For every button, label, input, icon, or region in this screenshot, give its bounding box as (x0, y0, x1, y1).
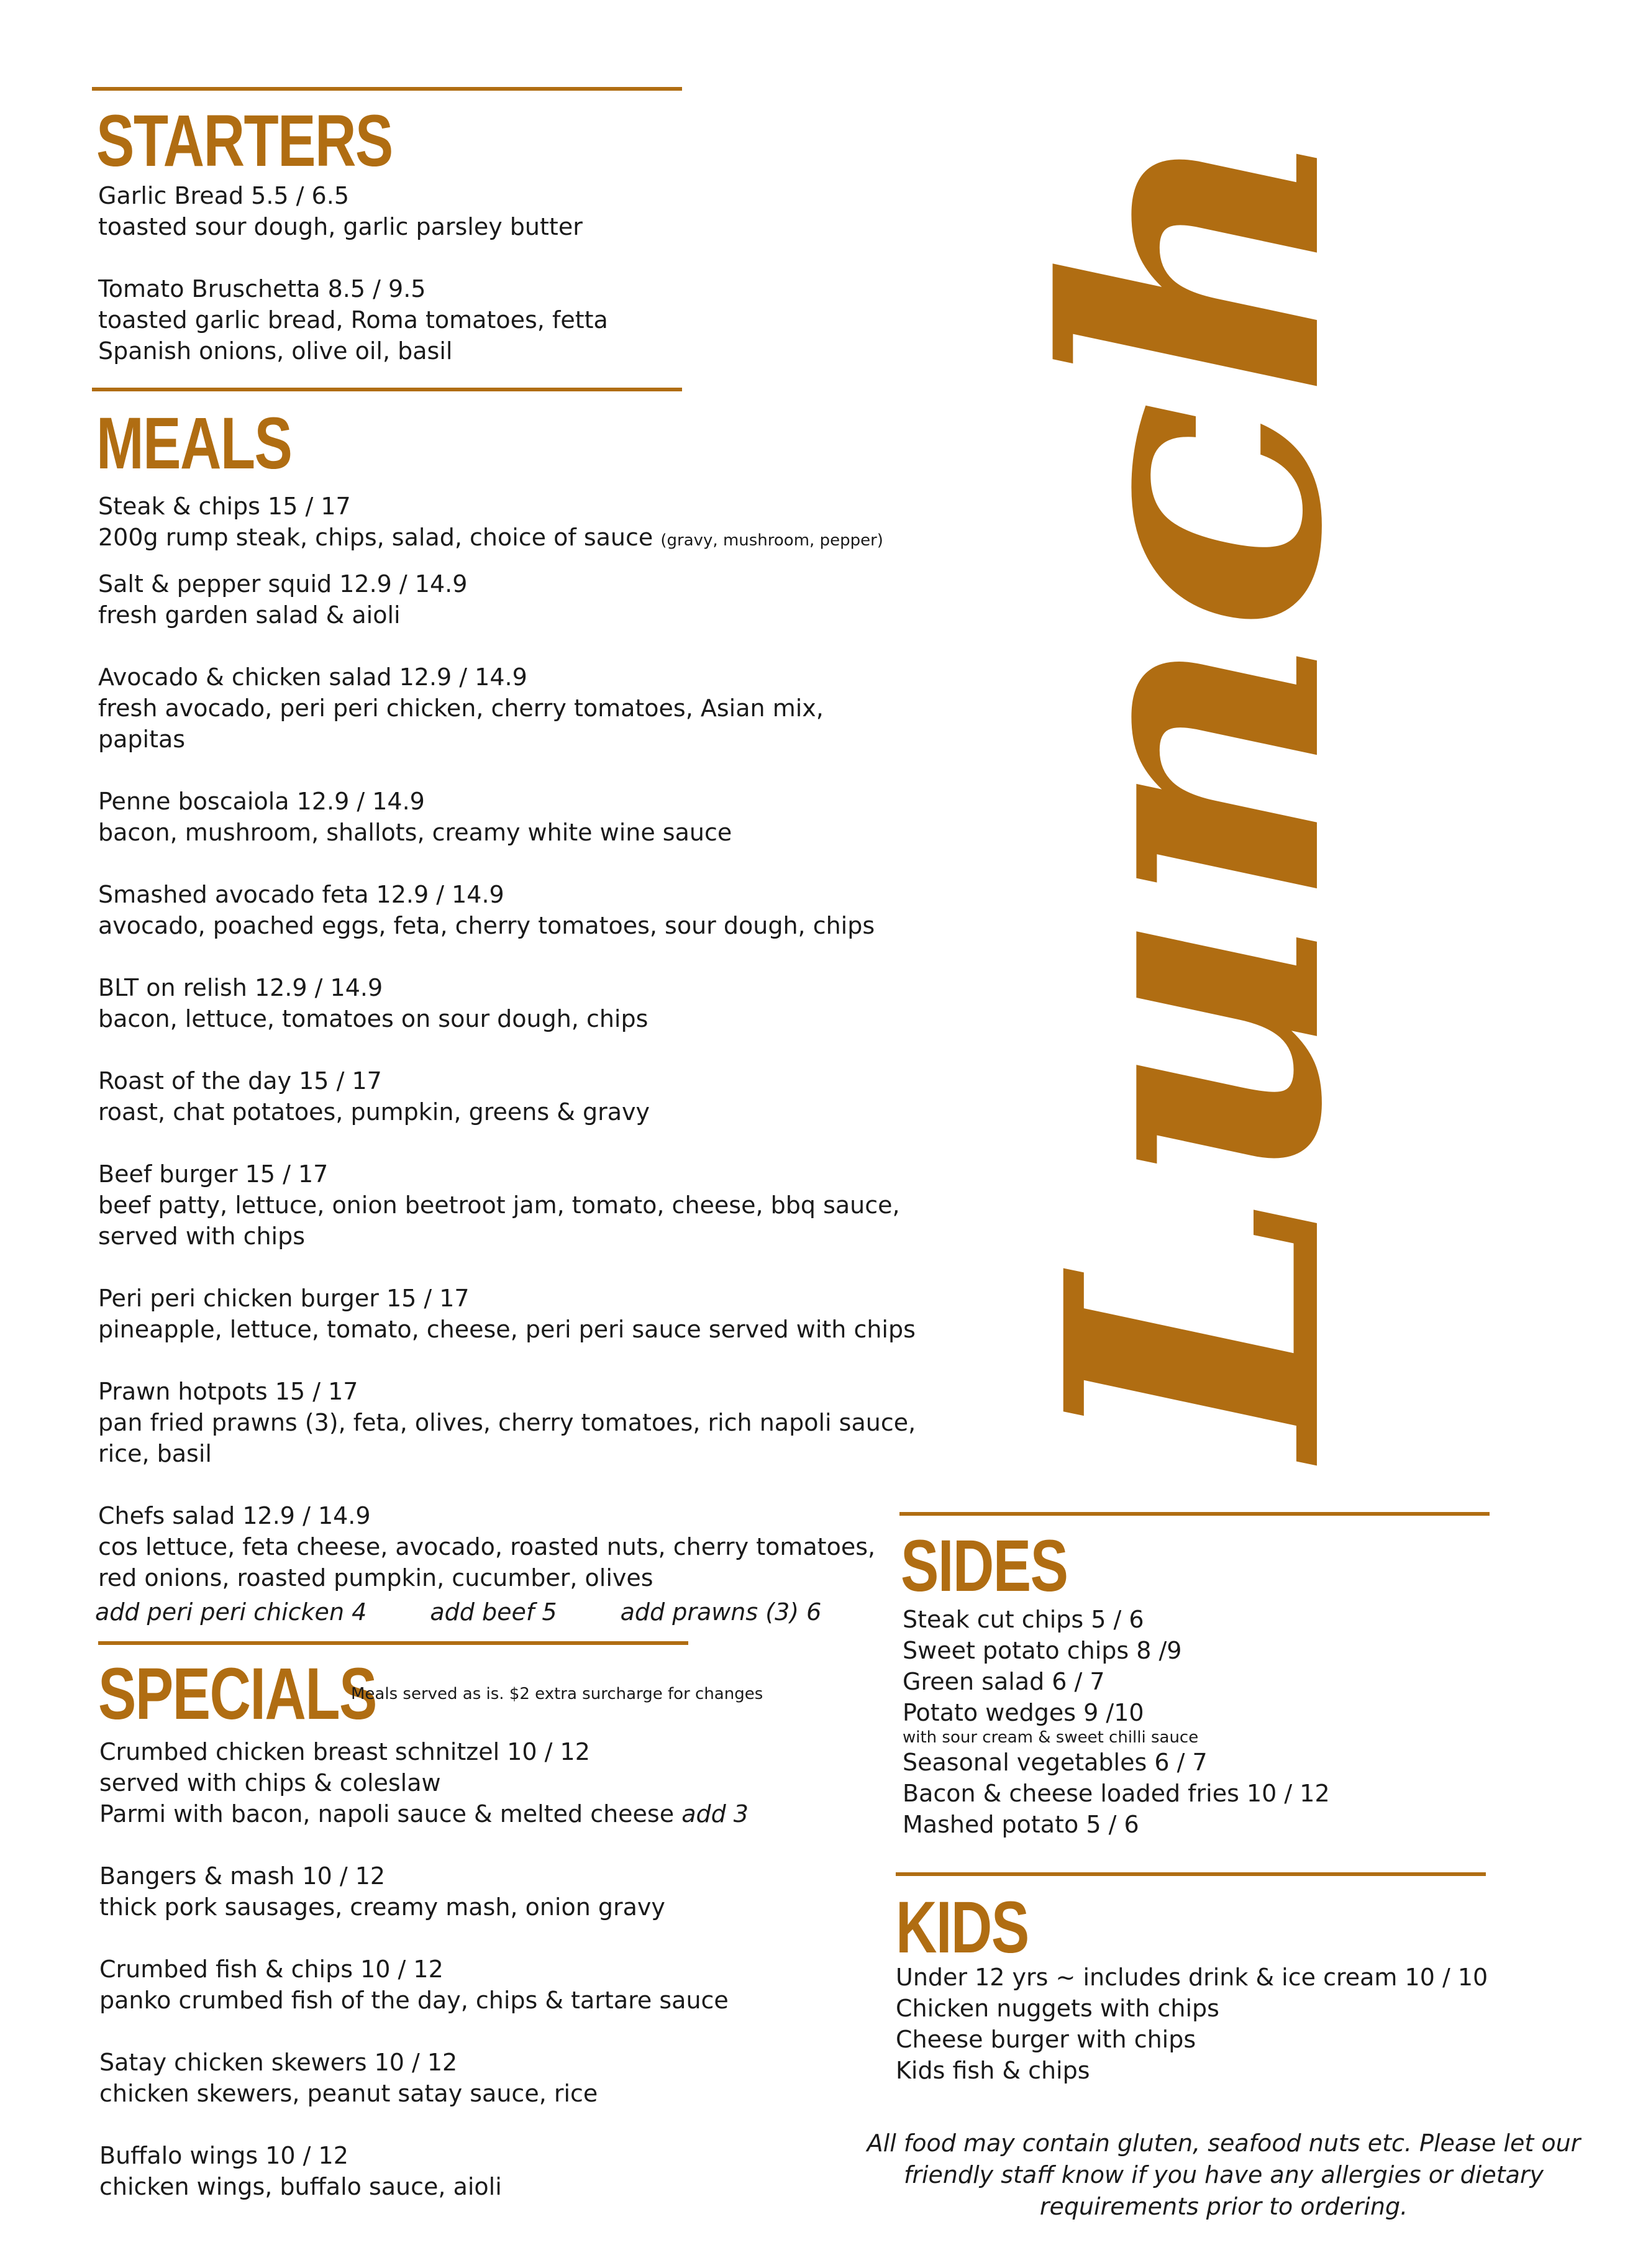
list-item: Sweet potato chips 8 /9 (903, 1637, 1182, 1664)
item-name: Salt & pepper squid 12.9 / 14.9 (98, 570, 468, 598)
specials-note: Meals served as is. $2 extra surcharge for changes (351, 1685, 763, 1703)
item-name: Peri peri chicken burger 15 / 17 (98, 1285, 470, 1312)
item-name: Chefs salad 12.9 / 14.9 (98, 1502, 371, 1529)
item-desc: papitas (98, 726, 186, 753)
list-item (98, 1376, 916, 1469)
item-desc: Spanish onions, olive oil, basil (98, 337, 453, 365)
item-desc: bacon, mushroom, shallots, creamy white wine sauce (98, 819, 732, 846)
sides-rule (899, 1512, 1490, 1516)
list-item (98, 568, 916, 631)
item-desc: served with chips & coleslaw (99, 1769, 441, 1797)
list-item (99, 2047, 749, 2109)
item-desc: pan fried prawns (3), feta, olives, cherry tomatoes, rich napoli sauce, (98, 1409, 916, 1436)
meals-addons (95, 1596, 877, 1628)
item-name: Steak & chips 15 / 17 (98, 493, 351, 520)
starters-heading: STARTERS (96, 100, 393, 182)
list-item: Mashed potato 5 / 6 (903, 1811, 1139, 1838)
addon-beef: add beef 5 (430, 1598, 557, 1626)
item-name: Prawn hotpots 15 / 17 (98, 1378, 358, 1405)
list-item (98, 1065, 916, 1127)
kids-list (896, 1962, 1488, 2086)
meals-heading: MEALS (96, 403, 292, 485)
item-desc: thick pork sausages, creamy mash, onion gravy (99, 1893, 665, 1921)
item-desc: fresh avocado, peri peri chicken, cherry tomatoes, Asian mix, (98, 695, 824, 722)
list-item (98, 273, 608, 367)
list-item (98, 662, 916, 755)
item-note: with sour cream & sweet chilli sauce (903, 1728, 1199, 1747)
item-name: Crumbed fish & chips 10 / 12 (99, 1956, 444, 1983)
addon-chicken: add peri peri chicken 4 (95, 1598, 367, 1626)
addon-prawns: add prawns (3) 6 (620, 1598, 822, 1626)
item-name: Bangers & mash 10 / 12 (99, 1862, 386, 1890)
list-item (98, 972, 916, 1034)
list-item (98, 1500, 916, 1593)
item-desc: avocado, poached eggs, feta, cherry tomatoes, sour dough, chips (98, 912, 875, 939)
item-desc: toasted garlic bread, Roma tomatoes, fetta (98, 306, 608, 334)
item-name: Tomato Bruschetta 8.5 / 9.5 (98, 275, 426, 303)
list-item (98, 1159, 916, 1252)
item-desc: pineapple, lettuce, tomato, cheese, peri peri sauce served with chips (98, 1316, 916, 1343)
list-item: Bacon & cheese loaded fries 10 / 12 (903, 1780, 1330, 1807)
list-item: Chicken nuggets with chips (896, 1995, 1219, 2022)
item-note: (gravy, mushroom, pepper) (660, 531, 883, 550)
item-desc: chicken skewers, peanut satay sauce, rice (99, 2080, 598, 2107)
item-desc: chicken wings, buffalo sauce, aioli (99, 2173, 502, 2200)
list-item: Kids fish & chips (896, 2057, 1090, 2084)
item-desc (99, 1798, 749, 1829)
lunch-script-text: Lunch (991, 241, 1400, 1457)
item-name: Garlic Bread 5.5 / 6.5 (98, 182, 349, 209)
list-item: Seasonal vegetables 6 / 7 (903, 1749, 1208, 1776)
disclaimer-line: requirements prior to ordering. (1039, 2193, 1408, 2220)
item-desc: served with chips (98, 1223, 306, 1250)
item-name: Avocado & chicken salad 12.9 / 14.9 (98, 663, 527, 691)
item-desc: toasted sour dough, garlic parsley butter (98, 213, 583, 240)
item-desc: bacon, lettuce, tomatoes on sour dough, chips (98, 1005, 649, 1032)
item-name: Smashed avocado feta 12.9 / 14.9 (98, 881, 504, 908)
item-desc: fresh garden salad & aioli (98, 601, 401, 629)
item-name: Roast of the day 15 / 17 (98, 1067, 382, 1095)
item-name: Penne boscaiola 12.9 / 14.9 (98, 788, 425, 815)
item-desc (98, 522, 916, 556)
disclaimer-line: All food may contain gluten, seafood nuts etc. Please let our (867, 2129, 1581, 2157)
kids-heading: KIDS (896, 1887, 1029, 1969)
item-desc: panko crumbed fish of the day, chips & tartare sauce (99, 1987, 729, 2014)
list-item: Green salad 6 / 7 (903, 1668, 1105, 1695)
item-desc: cos lettuce, feta cheese, avocado, roasted nuts, cherry tomatoes, (98, 1533, 876, 1560)
list-item (99, 1736, 749, 1829)
list-item: Potato wedges 9 /10 (903, 1699, 1144, 1726)
list-item (99, 2140, 749, 2202)
list-item: Steak cut chips 5 / 6 (903, 1606, 1144, 1633)
item-name: Satay chicken skewers 10 / 12 (99, 2049, 458, 2076)
starters-list (98, 180, 608, 398)
item-name: Beef burger 15 / 17 (98, 1160, 329, 1188)
sides-heading: SIDES (901, 1525, 1068, 1607)
item-desc: roast, chat potatoes, pumpkin, greens & gravy (98, 1098, 650, 1126)
list-item (98, 1283, 916, 1345)
meals-rule (92, 388, 682, 391)
list-item (99, 1860, 749, 1923)
list-item (98, 491, 916, 556)
kids-rule (896, 1872, 1486, 1876)
specials-list (99, 1736, 749, 2202)
list-item: Cheese burger with chips (896, 2026, 1196, 2053)
item-desc-text: Parmi with bacon, napoli sauce & melted cheese (99, 1800, 675, 1828)
lunch-script-title (991, 81, 1435, 1497)
list-item (98, 786, 916, 848)
list-item (98, 879, 916, 941)
item-name: Buffalo wings 10 / 12 (99, 2142, 348, 2169)
allergy-disclaimer (857, 2128, 1590, 2223)
item-name: Crumbed chicken breast schnitzel 10 / 12 (99, 1738, 590, 1765)
list-item: Under 12 yrs ~ includes drink & ice cream 10 / 10 (896, 1964, 1488, 1991)
item-desc: red onions, roasted pumpkin, cucumber, olives (98, 1564, 653, 1592)
item-desc-text: 200g rump steak, chips, salad, choice of sauce (98, 524, 653, 551)
item-desc: beef patty, lettuce, onion beetroot jam, tomato, cheese, bbq sauce, (98, 1191, 900, 1219)
item-name: BLT on relish 12.9 / 14.9 (98, 974, 383, 1001)
disclaimer-line: friendly staff know if you have any allergies or dietary (903, 2161, 1544, 2188)
sides-list (903, 1604, 1330, 1840)
item-desc: rice, basil (98, 1440, 212, 1467)
specials-rule (98, 1641, 688, 1645)
specials-heading: SPECIALS (98, 1653, 376, 1735)
starters-rule (92, 87, 682, 91)
list-item (99, 1954, 749, 2016)
list-item (98, 180, 608, 242)
item-add-price: add 3 (681, 1800, 749, 1828)
meals-list (98, 491, 916, 1593)
